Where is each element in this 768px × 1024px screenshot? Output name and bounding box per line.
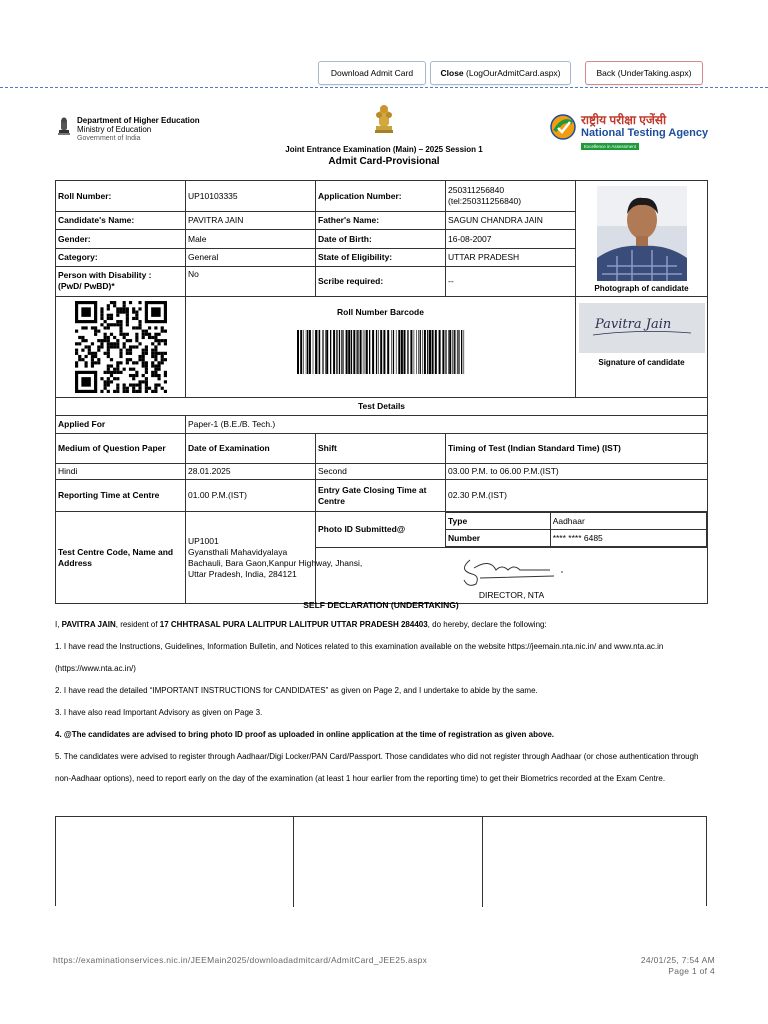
nta-tagline: Excellence in Assessment [581, 143, 639, 150]
signature-cell [576, 297, 708, 398]
candidate-photo [597, 186, 687, 281]
applied-for-label: Applied For [56, 416, 186, 434]
declaration-intro [55, 619, 707, 630]
father-name-label: Father's Name: [316, 212, 446, 230]
test-details-heading: Test Details [56, 398, 708, 416]
national-emblem-icon [372, 102, 396, 138]
declaration-point-5: 5. The candidates were advised to register through Aadhaar/Digi Locker/PAN Card/Passport. Those candidates who did not register through Aadhaar (or chose authentication through non-Aadhaar options), need to report early on the day of the examination (at least 1 hour earlier from the reporting time) to get their Biometrics recorded at the Exam Centre. [55, 752, 699, 783]
dob-label: Date of Birth: [316, 230, 446, 248]
barcode-title: Roll Number Barcode [337, 307, 424, 317]
pwd-label-line2: (PwD/ PwBD)* [58, 281, 115, 292]
medium-label: Medium of Question Paper [56, 434, 186, 464]
toolbar [0, 0, 768, 88]
application-number: 250311256840 [448, 185, 505, 196]
national-emblem-icon [56, 116, 72, 138]
gender-value: Male [186, 230, 316, 248]
download-admit-card-button[interactable]: Download Admit Card [318, 61, 426, 85]
close-target: (LogOurAdmitCard.aspx) [463, 68, 561, 78]
dashed-divider [0, 87, 768, 88]
nta-emblem-icon [550, 114, 576, 140]
test-centre-label: Test Centre Code, Name and Address [56, 512, 186, 604]
declaration-point-1: 1. I have read the Instructions, Guidelines, Information Bulletin, and Notices related to this examination available on the website https://jeemain.nta.nic.in/ and www.nta.ac.in (https://www.nta.ac.in/) [55, 642, 664, 673]
declaration-point-4: 4. @The candidates are advised to bring photo ID proof as uploaded in online application at the time of registration as given above. [55, 730, 554, 739]
exam-title: Joint Entrance Examination (Main) – 2025 Session 1 [285, 145, 483, 154]
category-label: Category: [56, 248, 186, 266]
scribe-label: Scribe required: [316, 266, 446, 296]
reporting-time-label: Reporting Time at Centre [56, 480, 186, 512]
moe-government: Government of India [77, 135, 141, 142]
dob-value: 16-08-2007 [446, 230, 576, 248]
candidate-name-label: Candidate's Name: [56, 212, 186, 230]
id-type-label: Type [446, 513, 550, 530]
admit-card-table [55, 180, 708, 604]
footer-meta [641, 955, 715, 977]
scribe-value: -- [446, 266, 576, 296]
declaration-candidate-name: PAVITRA JAIN [61, 620, 116, 629]
centre-address-line2: Uttar Pradesh, India, 284121 [188, 568, 297, 579]
exam-date-value: 28.01.2025 [186, 464, 316, 480]
candidate-signature [579, 303, 705, 353]
id-type-value: Aadhaar [550, 513, 706, 530]
medium-value: Hindi [56, 464, 186, 480]
signature-text-line1: Pavitra Jain [594, 317, 671, 332]
footer-url: https://examinationservices.nic.in/JEEMain2025/downloadadmitcard/AdmitCard_JEE25.aspx [53, 955, 428, 965]
moe-department: Department of Higher Education [77, 116, 200, 125]
timing-label: Timing of Test (Indian Standard Time) (IST) [446, 434, 708, 464]
qr-code-cell [56, 297, 186, 398]
photo-id-details [446, 512, 708, 548]
nta-logo [550, 114, 708, 150]
roll-number-barcode [295, 330, 467, 374]
close-label: Close [440, 68, 464, 78]
declaration-title: SELF DECLARATION (UNDERTAKING) [303, 600, 459, 610]
page-header [0, 98, 768, 172]
id-number-value: **** **** 6485 [550, 530, 706, 547]
category-value: General [186, 248, 316, 266]
photo-cell [576, 181, 708, 297]
exam-date-label: Date of Examination [186, 434, 316, 464]
photo-caption: Photograph of candidate [594, 284, 689, 293]
declaration-intro-c: , do hereby, declare the following: [427, 620, 547, 629]
box-divider [293, 817, 294, 907]
director-label: DIRECTOR, NTA [478, 590, 545, 600]
state-label: State of Eligibility: [316, 248, 446, 266]
candidate-name-value: PAVITRA JAIN [186, 212, 316, 230]
ministry-logo [56, 116, 200, 143]
pwd-label-line1: Person with Disability : [58, 270, 152, 281]
roll-number-label: Roll Number: [56, 181, 186, 212]
declaration-address: 17 CHHTRASAL PURA LALITPUR LALITPUR UTTAR PRADESH 284403 [159, 620, 428, 629]
nta-english-name: National Testing Agency [581, 127, 709, 139]
footer-datetime: 24/01/25, 7:54 AM [640, 955, 715, 965]
application-number-value [446, 181, 576, 212]
application-number-label: Application Number: [316, 181, 446, 212]
id-number-label: Number [446, 530, 550, 547]
declaration-intro-b: , resident of [115, 620, 160, 629]
shift-value: Second [316, 464, 446, 480]
application-number-tel[interactable]: (tel:250311256840) [448, 196, 522, 207]
father-name-value: SAGUN CHANDRA JAIN [446, 212, 576, 230]
gender-label: Gender: [56, 230, 186, 248]
moe-ministry: Ministry of Education [77, 125, 152, 134]
gate-closing-value: 02.30 P.M.(IST) [446, 480, 708, 512]
declaration-intro-a: I, [55, 620, 62, 629]
pwd-value: No [186, 266, 316, 296]
card-title: Admit Card-Provisional [328, 156, 440, 167]
nta-hindi-name: राष्ट्रीय परीक्षा एजेंसी [581, 113, 667, 127]
footer-page: Page 1 of 4 [668, 966, 715, 976]
box-divider [482, 817, 483, 907]
qr-code [75, 301, 167, 393]
reporting-time-value: 01.00 P.M.(IST) [186, 480, 316, 512]
timing-value: 03.00 P.M. to 06.00 P.M.(IST) [446, 464, 708, 480]
declaration-point-2: 2. I have read the detailed “IMPORTANT INSTRUCTIONS for CANDIDATES” as given on Page 2, and I undertake to abide by the same. [55, 686, 538, 695]
centre-name: Gyansthali Mahavidyalaya [188, 546, 288, 557]
centre-code: UP1001 [188, 535, 219, 546]
pwd-label [56, 266, 186, 296]
signature-caption: Signature of candidate [598, 358, 685, 367]
gate-closing-label: Entry Gate Closing Time at Centre [316, 480, 446, 512]
director-signature-cell [316, 548, 708, 604]
photo-id-label: Photo ID Submitted@ [316, 512, 446, 548]
state-value: UTTAR PRADESH [446, 248, 576, 266]
barcode-cell [186, 297, 576, 398]
bottom-boxes [55, 816, 707, 906]
centre-address-line1: Bachauli, Bara Gaon,Kanpur Highway, Jhansi, [188, 557, 363, 568]
shift-label: Shift [316, 434, 446, 464]
back-button[interactable]: Back (UnderTaking.aspx) [585, 61, 703, 85]
declaration-point-3: 3. I have also read Important Advisory as given on Page 3. [55, 708, 263, 717]
close-button[interactable] [430, 61, 571, 85]
applied-for-value: Paper-1 (B.E./B. Tech.) [186, 416, 708, 434]
self-declaration [55, 600, 707, 801]
director-signature [450, 550, 574, 590]
roll-number-value: UP10103335 [186, 181, 316, 212]
